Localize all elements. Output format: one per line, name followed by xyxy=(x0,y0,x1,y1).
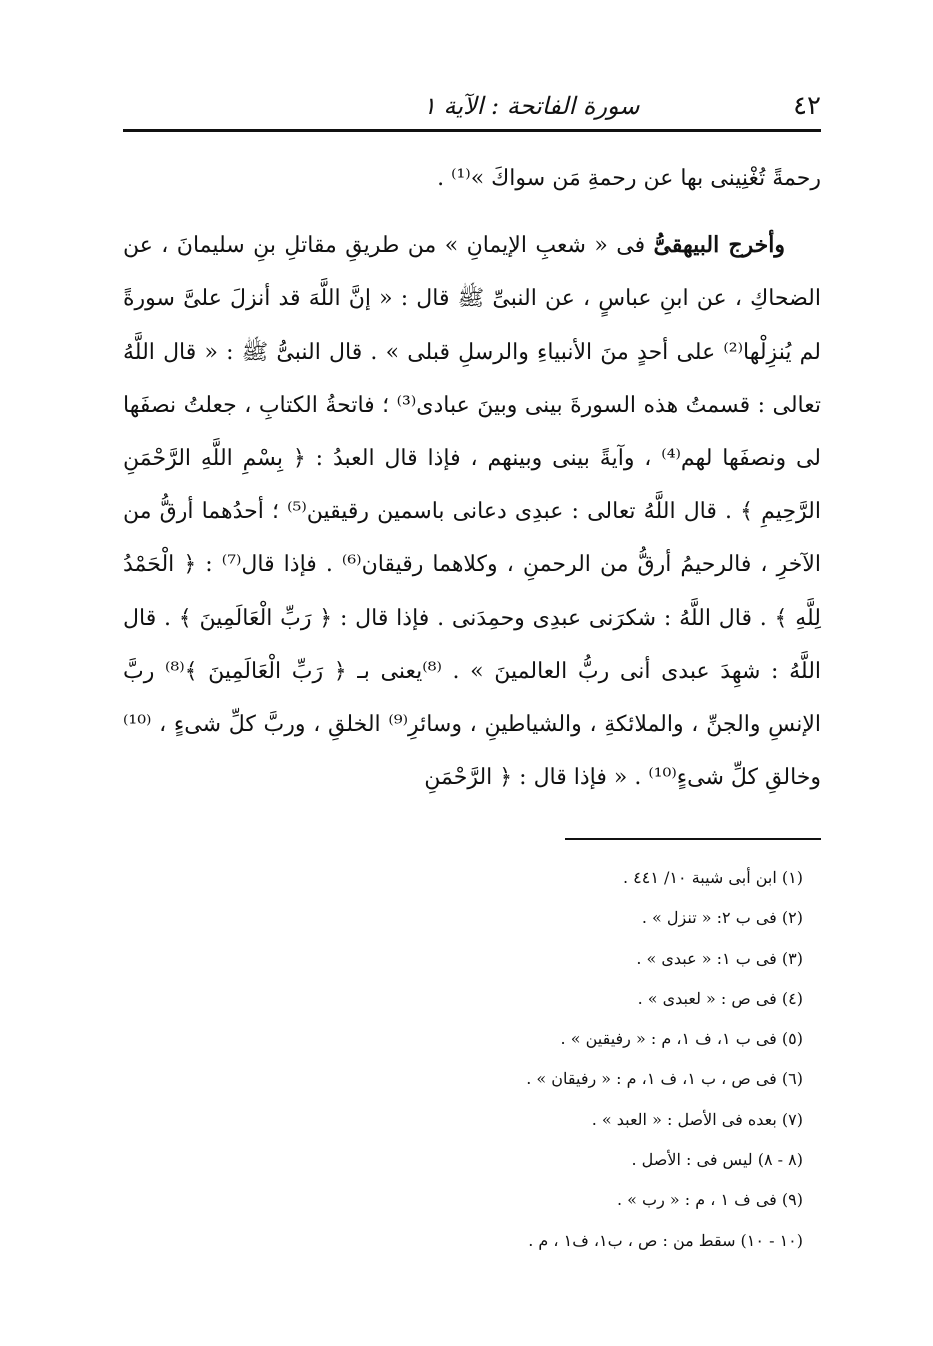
paragraph-1: رحمةً تُغْنِينى بها عن رحمةِ مَن سواكَ »⁽¹⁾ . xyxy=(437,166,821,191)
footnote-item: (٩) فى ف ١ ، م : « رب » . xyxy=(616,1190,803,1210)
page-number: ٤٢ xyxy=(793,91,821,121)
footnote-item: (١) ابن أبى شيبة ١٠/ ٤٤١ . xyxy=(622,868,803,887)
paragraph-2-lead: وأخرج البيهقىُّ xyxy=(653,232,785,259)
page-header xyxy=(123,82,821,130)
footnotes xyxy=(123,858,803,1261)
footnote-item: (١٠ - ١٠) سقط من : ص ، ب١، ف١ ، م . xyxy=(528,1230,803,1250)
footnote-item: (٥) فى ب ١، ف ١، م : « رفيقين » . xyxy=(560,1029,803,1049)
paragraph-2 xyxy=(123,219,821,804)
footnote-item: (٦) فى ص ، ب ١، ف ١، م : « رفيقان » . xyxy=(526,1069,803,1089)
footnote-item: (٨ - ٨) ليس فى : الأصل . xyxy=(631,1150,803,1170)
footnote-item: (٣) فى ب ١: « عبدى » . xyxy=(636,948,803,968)
running-head: سورة الفاتحة : الآية ١ xyxy=(423,92,640,120)
footnote-item: (٢) فى ب ٢: « تنزل » . xyxy=(641,908,803,928)
body-text xyxy=(123,152,821,804)
header-rule xyxy=(123,129,821,132)
footnote-rule xyxy=(565,838,821,840)
footnote-item: (٤) فى ص : « لعبدى » . xyxy=(637,988,803,1008)
paragraph-2-text: فى « شعبِ الإيمانِ » من طريقِ مقاتلِ بنِ سليمانَ ، عن الضحاكِ ، عن ابنِ عباسٍ ، عن النبىِّ ﷺ قال : « إنَّ اللَّهَ قد أنزلَ علىَّ سورةً لم يُنزِلْها⁽²⁾ على أحدٍ منَ الأنبياءِ والرسلِ قبلى » . قال النبىُّ ﷺ : « قال اللَّهُ تعالى : قسمتُ هذه السورةَ بينى وبينَ عبادى⁽³⁾ ؛ فاتحةُ الكتابِ ، جعلتُ نصفَها لى ونصفَها لهم⁽⁴⁾ ، وآيةً بينى وبينهم ، فإذا قال العبدُ : ﴿ بِسْمِ اللَّهِ الرَّحْمَنِ الرَّحِيمِ ﴾ . قال اللَّهُ تعالى : عبدِى دعانى باسمين رقيقين⁽⁵⁾ ؛ أحدُهما أرقُّ من الآخرِ ، فالرحيمُ أرقُّ من الرحمنِ ، وكلاهما رقيقان⁽⁶⁾ . فإذا قال⁽⁷⁾ : ﴿ الْحَمْدُ لِلَّهِ ﴾ . قال اللَّهُ : شكرَنى عبدِى وحمِدَنى . فإذا قال : ﴿ رَبِّ الْعَالَمِينَ ﴾ . قال اللَّهُ : شهِدَ عبدى أنى ربُّ العالمينَ » . ⁽⁸⁾يعنى بـ ﴿ رَبِّ الْعَالَمِينَ ﴾⁽⁸⁾ ربَّ الإنسِ والجنِّ ، والملائكةِ ، والشياطينِ ، وسائرِ⁽⁹⁾ الخلقِ ، وربَّ كلِّ شىءٍ ، ⁽¹⁰⁾وخالقِ كلِّ شىءٍ⁽¹⁰⁾ . « فإذا قال : ﴿ الرَّحْمَنِ xyxy=(123,233,822,791)
footnote-item: (٧) بعده فى الأصل : « العبد » . xyxy=(591,1109,803,1129)
